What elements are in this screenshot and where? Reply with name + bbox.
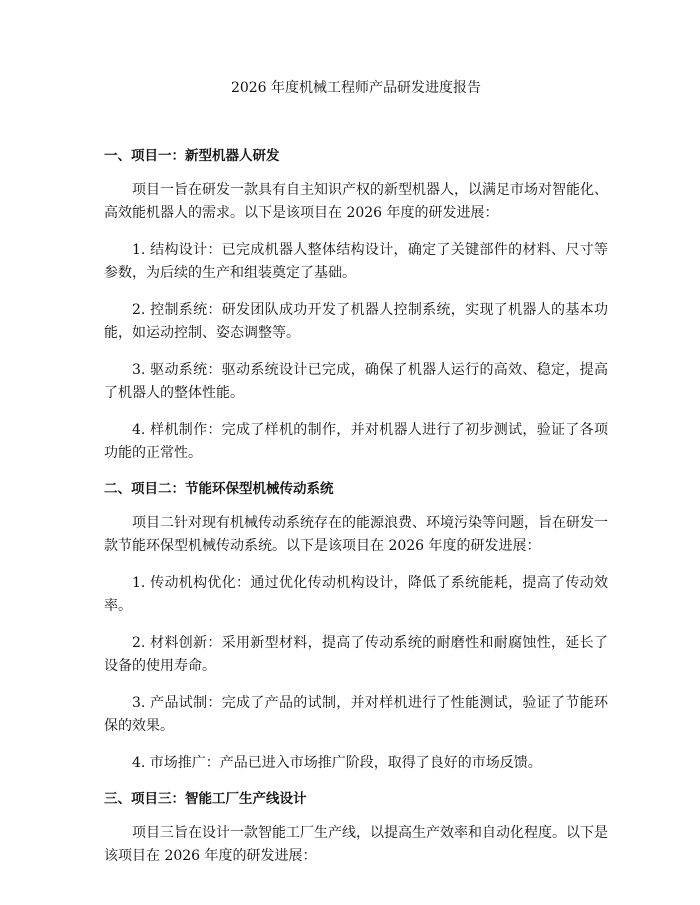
- section-project-2: [104, 479, 608, 775]
- section-heading: 二、项目二：节能环保型机械传动系统: [104, 481, 334, 497]
- section-project-1: [104, 146, 608, 465]
- section-intro: 项目一旨在研发一款具有自主知识产权的新型机器人，以满足市场对智能化、高效能机器人的需求。以下是该项目在 2026 年度的研发进展：: [104, 182, 608, 221]
- section-heading: 三、项目三：智能工厂生产线设计: [104, 791, 307, 807]
- progress-item: 3. 驱动系统：驱动系统设计已完成，确保了机器人运行的高效、稳定，提高了机器人的整体性能。: [104, 362, 608, 401]
- progress-item: 4. 市场推广：产品已进入市场推广阶段，取得了良好的市场反馈。: [132, 755, 542, 771]
- progress-item: 1. 结构设计：已完成机器人整体结构设计，确定了关键部件的材料、尺寸等参数，为后续的生产和组装奠定了基础。: [104, 242, 608, 281]
- section-intro: 项目三旨在设计一款智能工厂生产线，以提高生产效率和自动化程度。以下是该项目在 2026 年度的研发进展：: [104, 825, 608, 864]
- progress-item: 3. 产品试制：完成了产品的试制，并对样机进行了性能测试，验证了节能环保的效果。: [104, 695, 608, 734]
- progress-item: 1. 传动机构优化：通过优化传动机构设计，降低了系统能耗，提高了传动效率。: [104, 575, 608, 614]
- section-heading: 一、项目一：新型机器人研发: [104, 148, 280, 164]
- section-project-3: [104, 789, 608, 868]
- progress-item: 2. 控制系统：研发团队成功开发了机器人控制系统，实现了机器人的基本功能，如运动控制、姿态调整等。: [104, 302, 608, 341]
- progress-item: 4. 样机制作：完成了样机的制作，并对机器人进行了初步测试，验证了各项功能的正常性。: [104, 422, 608, 461]
- progress-item: 2. 材料创新：采用新型材料，提高了传动系统的耐磨性和耐腐蚀性，延长了设备的使用寿命。: [104, 635, 608, 674]
- section-intro: 项目二针对现有机械传动系统存在的能源浪费、环境污染等问题，旨在研发一款节能环保型机械传动系统。以下是该项目在 2026 年度的研发进展：: [104, 515, 608, 554]
- document-title: 2026 年度机械工程师产品研发进度报告: [230, 80, 482, 96]
